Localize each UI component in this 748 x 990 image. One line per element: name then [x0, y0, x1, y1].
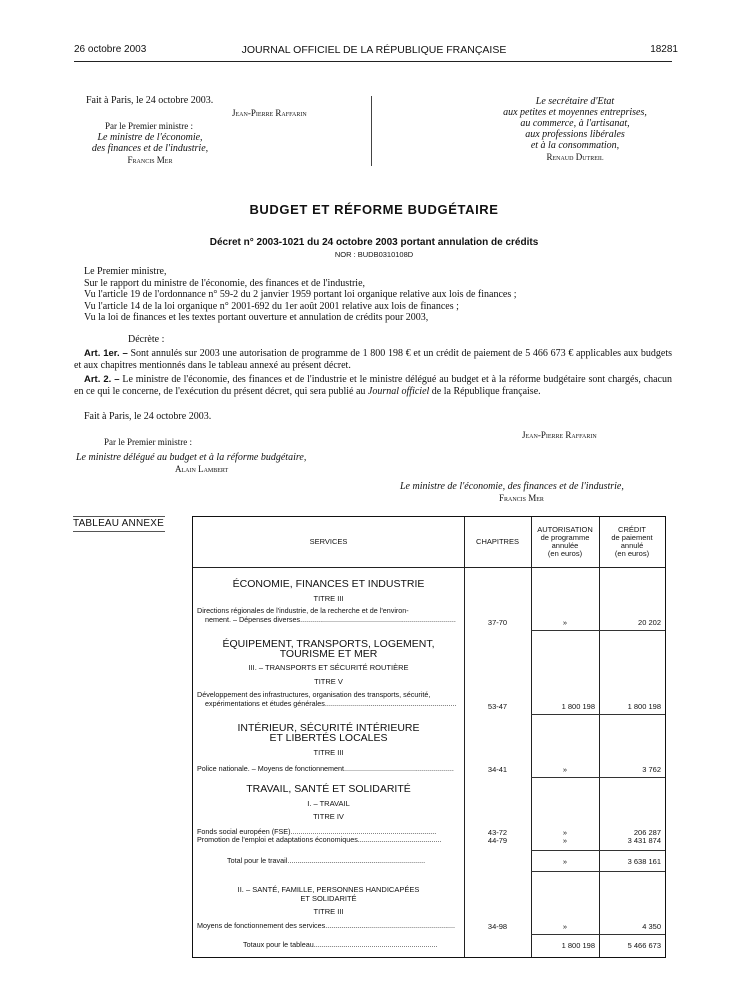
line-item-label: Police nationale. – Moyens de fonctionnement.......................................................: [197, 765, 454, 773]
titre-label: TITRE III: [313, 594, 344, 603]
section-title: TRAVAIL, SANTÉ ET SOLIDARITÉ: [246, 783, 411, 795]
prev-pm-name: Jean-Pierre Raffarin: [232, 108, 307, 118]
chapitre-value: 53-47: [487, 702, 508, 711]
grand-total-label: Totaux pour le tableau..............................................................: [243, 941, 438, 949]
preamble-line: Vu l'article 14 de la loi organique n° 2001-692 du 1er août 2001 relative aux lois de finances ;: [84, 300, 459, 312]
row-divider: [531, 630, 665, 631]
chapitre-value: 34-41: [487, 765, 508, 774]
article-2-label: Art. 2. –: [84, 374, 120, 385]
subsection-title: I. – TRAVAIL: [307, 799, 350, 808]
subsection-title: III. – TRANSPORTS ET SÉCURITÉ ROUTIÈRE: [248, 663, 409, 672]
journal-title: JOURNAL OFFICIEL DE LA RÉPUBLIQUE FRANÇAISE: [241, 44, 507, 56]
decree-title: Décret n° 2003-1021 du 24 octobre 2003 portant annulation de crédits: [209, 237, 539, 248]
section-title: ÉCONOMIE, FINANCES ET INDUSTRIE: [232, 578, 425, 590]
col-header-autorisation: [531, 526, 599, 558]
autorisation-value: »: [562, 836, 568, 845]
credit-value: 3 762: [642, 765, 661, 774]
autorisation-value: »: [562, 828, 568, 837]
decree-nor: NOR : BUDB0310108D: [334, 250, 414, 259]
article-2: [74, 374, 672, 397]
secretary-role-5: et à la consommation,: [530, 140, 620, 151]
decree-pm-name: Jean-Pierre Raffarin: [522, 430, 597, 440]
decree-preamble: [84, 266, 684, 324]
row-divider: [531, 850, 665, 851]
section-title: ÉQUIPEMENT, TRANSPORTS, LOGEMENT,: [222, 638, 435, 650]
secretary-role-4: aux professions libérales: [525, 129, 625, 140]
preamble-line: Vu la loi de finances et les textes portant ouverture et annulation de crédits pour 2003,: [84, 312, 429, 323]
annex-table: [192, 516, 666, 958]
decree-place-date: Fait à Paris, le 24 octobre 2003.: [84, 411, 212, 422]
row-divider: [531, 934, 665, 935]
line-item-label: Directions régionales de l'industrie, de la recherche et de l'environ- nement. – Dépenses diverses..............................................................................: [197, 607, 456, 624]
delegate-role: Le ministre délégué au budget et à la réforme budgétaire,: [76, 452, 307, 463]
preamble-line: Sur le rapport du ministre de l'économie, des finances et de l'industrie,: [84, 277, 366, 289]
header-line: annulée: [551, 541, 579, 550]
line-item-label: Moyens de fonctionnement des services.................................................................: [197, 922, 456, 930]
col-header-chapitres: CHAPITRES: [476, 537, 519, 546]
autorisation-value: 1 800 198: [561, 702, 595, 711]
minister-name: Francis Mer: [499, 493, 544, 503]
article-1-text: Sont annulés sur 2003 une autorisation de programme de 1 800 198 € et un crédit de paiement de 5 466 673 € applicables aux budgets et aux chapitres mentionnés dans le tableau annexé au présent décret.: [74, 348, 673, 371]
chapitre-value: 44-79: [487, 836, 508, 845]
header-line: (en euros): [547, 549, 583, 558]
row-divider: [531, 714, 665, 715]
header-rule: [74, 61, 672, 62]
decrete: Décrète :: [128, 334, 165, 345]
credit-value: 20 202: [638, 618, 661, 627]
credit-value: 3 431 874: [627, 836, 661, 845]
section-title: INTÉRIEUR, SÉCURITÉ INTÉRIEURE: [237, 722, 420, 734]
delegate-name: Alain Lambert: [175, 464, 229, 474]
chapitre-value: 43-72: [487, 828, 508, 837]
secretary-role-1: Le secrétaire d'Etat: [535, 96, 615, 107]
grand-total-autorisation: 1 800 198: [561, 941, 595, 950]
column-separator: [371, 96, 372, 166]
row-divider: [531, 777, 665, 778]
article-1-label: Art. 1er. –: [84, 348, 128, 359]
header-line: annulé: [620, 541, 644, 550]
col-header-services: SERVICES: [309, 537, 348, 546]
subsection-title: ET SOLIDARITÉ: [300, 894, 357, 903]
total-label: Total pour le travail.....................................................................: [227, 857, 426, 865]
autorisation-value: »: [562, 618, 568, 627]
preamble-line: Vu l'article 19 de l'ordonnance n° 59-2 du 2 janvier 1959 portant loi organique relative aux lois de finances ;: [84, 289, 517, 300]
line-item-label: Fonds social européen (FSE).........................................................................: [197, 828, 437, 836]
titre-label: TITRE III: [313, 907, 344, 916]
article-2-text-end: de la République française.: [431, 385, 541, 397]
col-header-credit: [599, 526, 665, 558]
secretary-role-2: aux petites et moyennes entreprises,: [503, 107, 647, 118]
section-heading: BUDGET ET RÉFORME BUDGÉTAIRE: [249, 202, 499, 217]
section-title: ET LIBERTÉS LOCALES: [269, 732, 388, 744]
prev-minister-role-2: des finances et de l'industrie,: [91, 143, 209, 154]
annex-label: TABLEAU ANNEXE: [73, 516, 165, 532]
preamble-line: Le Premier ministre,: [84, 266, 167, 277]
prev-minister-name: Francis Mer: [127, 155, 173, 165]
credit-value: 1 800 198: [627, 702, 661, 711]
page-number: 18281: [650, 44, 678, 55]
titre-label: TITRE V: [314, 677, 343, 686]
journal-officiel-ref: Journal officiel: [367, 385, 430, 397]
titre-label: TITRE IV: [313, 812, 344, 821]
header-line: CRÉDIT: [618, 525, 646, 534]
credit-value: 206 287: [633, 828, 661, 837]
header-line: de programme: [540, 533, 590, 542]
total-credit: 3 638 161: [627, 857, 661, 866]
grand-total-credit: 5 466 673: [627, 941, 661, 950]
prev-place-date: Fait à Paris, le 24 octobre 2003.: [86, 95, 214, 106]
header-divider: [193, 567, 665, 568]
header-line: (en euros): [614, 549, 650, 558]
header-date: 26 octobre 2003: [74, 44, 147, 55]
chapitre-value: 37-70: [487, 618, 508, 627]
header-line: de paiement: [611, 533, 653, 542]
prev-by-pm: Par le Premier ministre :: [105, 121, 193, 131]
autorisation-value: »: [562, 765, 568, 774]
decree-by-pm: Par le Premier ministre :: [104, 437, 192, 447]
credit-value: 4 350: [642, 922, 661, 931]
secretary-name: Renaud Dutreil: [546, 152, 604, 162]
col-divider: [531, 517, 532, 957]
titre-label: TITRE III: [313, 748, 344, 757]
line-item-label: Développement des infrastructures, organisation des transports, sécurité, expérimentations et études générales..................................................................: [197, 691, 457, 708]
chapitre-value: 34-98: [487, 922, 508, 931]
autorisation-value: »: [562, 922, 568, 931]
minister-role: Le ministre de l'économie, des finances et de l'industrie,: [400, 481, 624, 492]
subsection-title: II. – SANTÉ, FAMILLE, PERSONNES HANDICAPÉES: [237, 885, 420, 894]
col-divider: [464, 517, 465, 957]
section-title: TOURISME ET MER: [279, 648, 378, 660]
line-item-label: Promotion de l'emploi et adaptations économiques..........................................: [197, 836, 442, 844]
secretary-role-3: au commerce, à l'artisanat,: [520, 118, 630, 129]
row-divider: [531, 871, 665, 872]
header-line: AUTORISATION: [537, 525, 593, 534]
prev-minister-role-1: Le ministre de l'économie,: [97, 132, 203, 143]
col-divider: [599, 517, 600, 957]
total-autorisation: »: [562, 857, 568, 866]
article-2-text: Le ministre de l'économie, des finances et de l'industrie et le ministre délégué au budget et à la réforme budgétaire sont chargés, chacun en ce qui le concerne, de l'exécution du présent décret, qui sera publié au: [74, 374, 672, 397]
article-1: [74, 348, 672, 371]
